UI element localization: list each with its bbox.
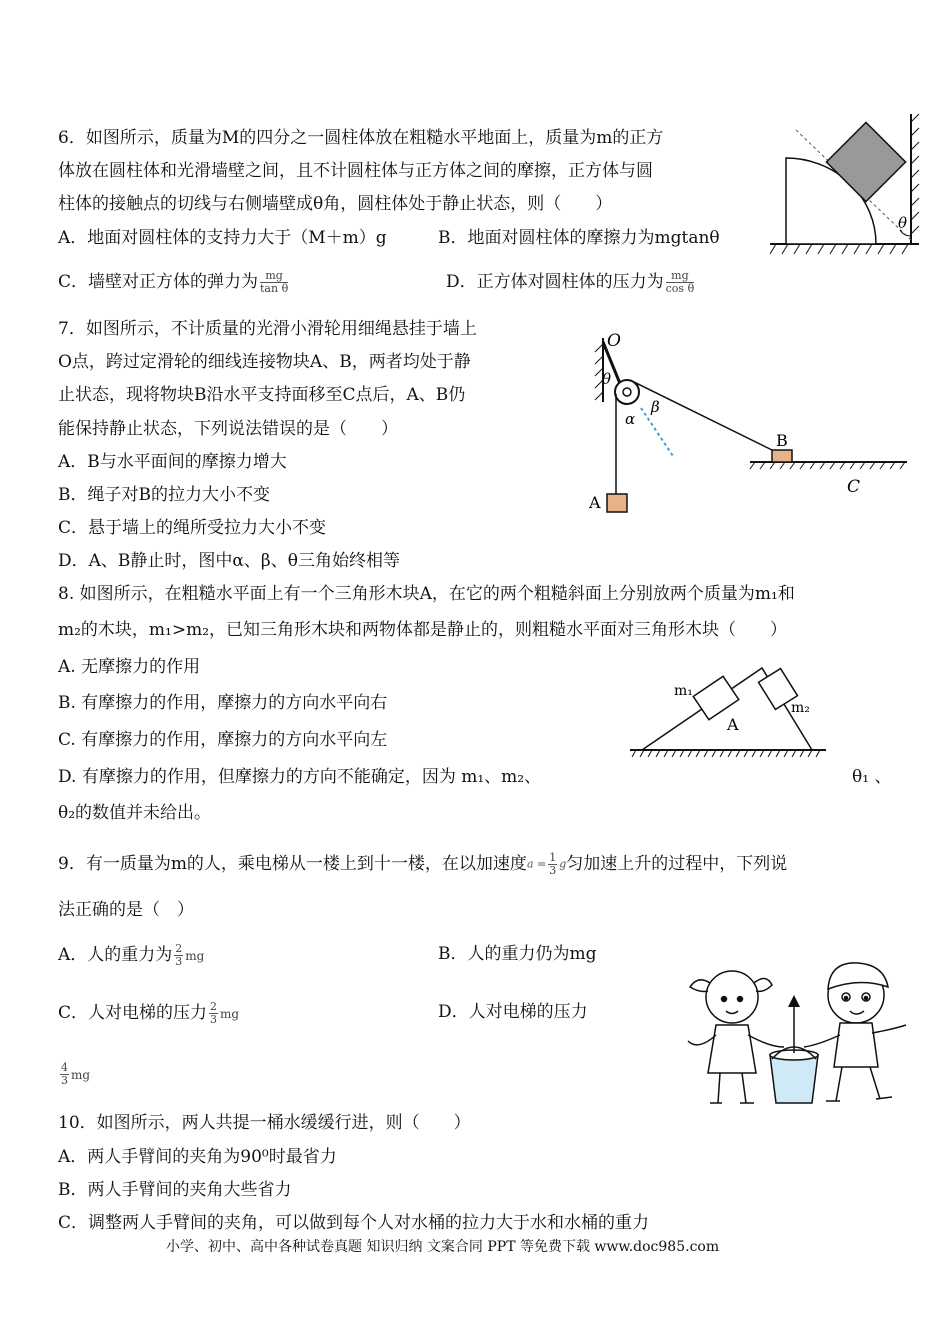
q8-figure [628,662,828,762]
q10-option-c: C．调整两人手臂间的夹角，可以做到每个人对水桶的拉力大于水和水桶的重力 [58,1213,650,1233]
q7-option-c: C．悬于墙上的绳所受拉力大小不变 [58,518,327,538]
q9-c-fraction: $\frac{2}{3}$ [210,1000,218,1026]
q9-line-1 [58,852,787,877]
q7-option-a: A．B与水平面间的摩擦力增大 [58,452,287,472]
q10-line-1: 10．如图所示，两人共提一桶水缓缓行进，则（ ） [58,1113,471,1133]
q7-line-2: O点，跨过定滑轮的细线连接物块A、B，两者均处于静 [58,352,471,372]
q9-option-a-text: A．人的重力为 [58,945,173,965]
q9-option-c [58,1001,239,1026]
q6-line-1: 6．如图所示，质量为M的四分之一圆柱体放在粗糙水平地面上，质量为m的正方 [58,128,664,148]
q10-figure-children-bucket [680,955,920,1115]
q6-line-2: 体放在圆柱体和光滑墙壁之间，且不计圆柱体与正方体之间的摩擦，正方体与圆 [58,161,653,181]
q9-option-c-text: C．人对电梯的压力 [58,1003,208,1023]
q7-label-alpha: α [625,410,636,428]
q9-a-unit: mg [185,949,205,963]
q9-c-unit: mg [220,1007,240,1021]
q8-option-c: C. 有摩擦力的作用，摩擦力的方向水平向左 [58,730,388,750]
q8-option-d-theta: θ₁ 、 [852,767,892,787]
q6-option-c [58,270,290,295]
q8-option-b: B. 有摩擦力的作用，摩擦力的方向水平向右 [58,693,388,713]
q9-acc-fraction: $\frac{1}{3}$ [549,851,557,877]
q8-line-2: m₂的木块，m₁>m₂，已知三角形木块和两物体都是静止的，则粗糙水平面对三角形木块（ ） [58,620,788,640]
q6-option-d-text: D．正方体对圆柱体的压力为 [446,272,664,292]
q6-figure [770,112,930,260]
q6-line-3: 柱体的接触点的切线与右侧墙壁成θ角，圆柱体处于静止状态，则（ ） [58,194,613,214]
q8-label-m1: m₁ [674,683,693,699]
q7-label-c: C [847,477,861,497]
q7-line-4: 能保持静止状态，下列说法错误的是（ ） [58,419,398,439]
q9-d-unit: mg [71,1068,91,1082]
page-footer: 小学、初中、高中各种试卷真题 知识归纳 文案合同 PPT 等免费下载 www.doc985.com [166,1239,720,1255]
q10-option-a: A．两人手臂间的夹角为90⁰时最省力 [58,1147,337,1167]
q7-label-theta: θ [602,370,612,388]
q7-label-b: B [776,431,788,450]
q6-option-b: B．地面对圆柱体的摩擦力为mgtanθ [438,228,720,248]
q9-option-d-value [58,1062,90,1087]
q9-acc-g: g [559,857,567,871]
q9-line-1-end: 匀加速上升的过程中，下列说 [566,854,788,874]
q9-option-a [58,943,204,968]
q6-option-c-text: C．墙壁对正方体的弹力为 [58,272,259,292]
q6-theta-label: θ [898,214,908,232]
q6-option-d [446,270,696,295]
q7-line-1: 7．如图所示，不计质量的光滑小滑轮用细绳悬挂于墙上 [58,319,477,339]
q8-line-1: 8. 如图所示，在粗糙水平面上有一个三角形木块A，在它的两个粗糙斜面上分别放两个质量为m₁和 [58,584,795,604]
q9-option-b: B．人的重力仍为mg [438,944,597,964]
q10-option-b: B．两人手臂间的夹角大些省力 [58,1180,292,1200]
q7-option-d: D．A、B静止时，图中α、β、θ三角始终相等 [58,551,400,571]
q7-line-3: 止状态，现将物块B沿水平支持面移至C点后，A、B仍 [58,385,466,405]
q9-acc-prefix: a = [526,857,547,871]
q9-a-fraction: $\frac{2}{3}$ [175,942,183,968]
q6-option-a: A．地面对圆柱体的支持力大于（M＋m）g [58,228,387,248]
q6-c-fraction: $\frac{mg}{\text{tan θ}}$ [260,269,289,295]
q8-option-d: D. 有摩擦力的作用，但摩擦力的方向不能确定，因为 m₁、m₂、 [58,767,542,787]
q8-label-a: A [727,715,739,734]
q7-option-b: B．绳子对B的拉力大小不变 [58,485,270,505]
q8-option-d-cont: θ₂的数值并未给出。 [58,803,212,823]
q6-d-fraction: $\frac{mg}{\text{cos θ}}$ [665,269,695,295]
q7-label-beta: β [651,398,660,416]
q9-line-2: 法正确的是（ ） [58,900,194,920]
q7-figure [585,330,915,520]
q7-label-a: A [589,493,601,512]
q8-option-a: A. 无摩擦力的作用 [58,657,201,677]
q9-d-fraction: $\frac{4}{3}$ [61,1061,68,1087]
q7-label-o: O [607,331,621,351]
q9-line-1-text: 9．有一质量为m的人，乘电梯从一楼上到十一楼，在以加速度 [58,854,527,874]
q8-label-m2: m₂ [791,700,810,716]
q9-option-d: D．人对电梯的压力 [438,1002,588,1022]
